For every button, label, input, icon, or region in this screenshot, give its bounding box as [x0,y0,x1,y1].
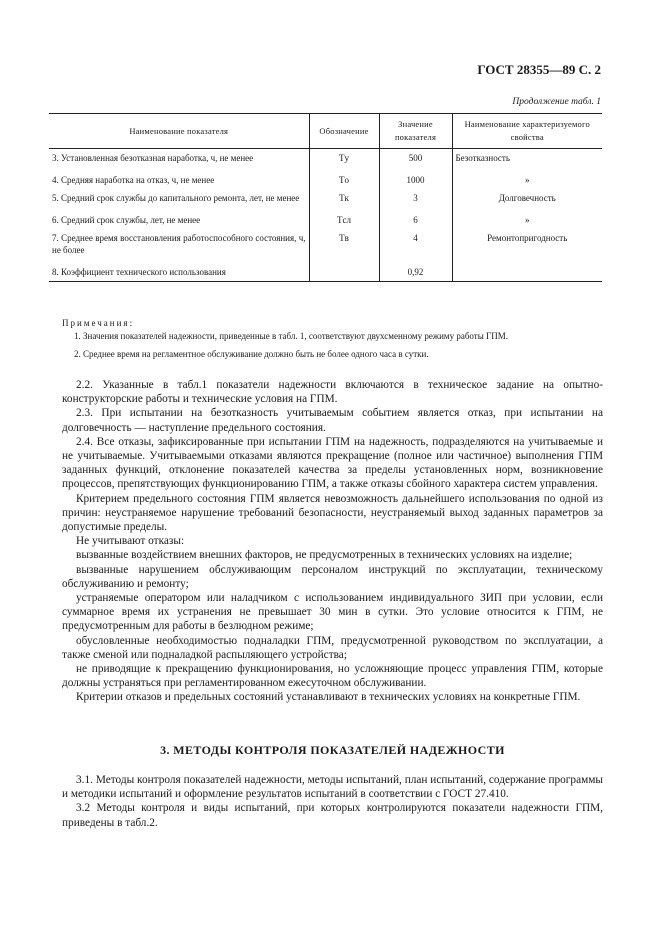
indicator-property: Ремонтопригодность [452,229,602,259]
paragraph: 2.4. Все отказы, зафиксированные при испытании ГПМ на надежность, подразделяются на учитываемые и не учитываемые. Учитываемыми отказами являются прекращение (полное или частичное) выполнения ГПМ заданных функций, отклонение показателей качества за пределы установленных норм, возникновение процессов, препятствующих функционированию ГПМ, а также отказы сбойного характера систем управления. [62,435,603,491]
column-header-property: Наименование характеризуемого свойства [452,114,602,149]
section-2-body [62,378,603,705]
document-reference: ГОСТ 28355—89 С. 2 [477,62,601,77]
paragraph: Не учитывают отказы: [76,535,185,548]
indicator-symbol: Tв [309,229,379,259]
indicator-value: 4 [379,229,452,259]
section-3-heading: 3. МЕТОДЫ КОНТРОЛЯ ПОКАЗАТЕЛЕЙ НАДЕЖНОСТИ [160,743,505,757]
table-notes [62,317,602,360]
indicator-name: 4. Средняя наработка на отказ, ч, не менее [52,175,215,185]
note-item: 2. Среднее время на регламентное обслуживание должно быть не более одного часа в сутки. [74,349,429,359]
table-row [49,149,602,168]
table-row [49,207,602,229]
table-continuation-label: Продолжение табл. 1 [512,97,601,107]
indicator-value: 1000 [379,167,452,189]
table-header-row [49,114,602,149]
indicator-symbol: Tк [309,189,379,207]
paragraph: не приводящие к прекращению функционирования, но усложняющие процесс управления ГПМ, которые должны устраняться при регламентированном ежесуточном обслуживании. [62,663,603,690]
paragraph: вызванные нарушением обслуживающим персоналом инструкций по эксплуатации, техническому обслуживанию и ремонту; [62,563,603,590]
note-item: 1. Значения показателей надежности, приведенные в табл. 1, соответствуют двухсменному режиму работы ГПМ. [74,331,508,341]
indicator-property: » [452,167,602,189]
paragraph: 2.3. При испытании на безотказность учитываемым событием является отказ, при испытании на долговечность — наступление предельного состояния. [62,407,603,434]
paragraph: обусловленные необходимостью подналадки ГПМ, предусмотренной руководством по эксплуатации, а также сменой или подналадкой распыляющего устройства; [62,634,603,661]
paragraph: Критерием предельного состояния ГПМ является невозможность дальнейшего использования по одной из причин: неустраняемое нарушение требований безопасности, неустраняемый выход заданных параметров за допустимые пределы. [62,492,603,534]
paragraph: 3.1. Методы контроля показателей надежности, методы испытаний, план испытаний, содержание программы и методики испытаний и оформление результатов испытаний в соответствии с ГОСТ 27.410. [62,774,603,801]
indicator-name: 5. Средний срок службы до капитального ремонта, лет, не менее [52,193,300,203]
indicator-property: Долговечность [452,189,602,207]
paragraph: 3.2 Методы контроля и виды испытаний, при которых контролируются показатели надежности ГПМ, приведены в табл.2. [62,802,603,829]
table-row [49,189,602,207]
column-header-indicator: Наименование показателя [129,125,229,136]
indicator-value: 3 [379,189,452,207]
indicator-property: Безотказность [452,149,602,168]
indicator-value: 6 [379,207,452,229]
indicator-symbol: Tо [309,167,379,189]
indicator-property: » [452,207,602,229]
paragraph: Критерии отказов и предельных состояний устанавливают в технических условиях на конкретные ГПМ. [76,691,581,704]
column-header-value: Значение показателя [379,114,452,149]
indicator-symbol: Tсл [309,207,379,229]
indicator-symbol: Tу [309,149,379,168]
column-header-symbol: Обозначение [309,114,379,149]
indicator-symbol [309,259,379,282]
paragraph: вызванные воздействием внешних факторов, не предусмотренных в технических условиях на изделие; [76,549,573,562]
indicator-name: 3. Установленная безотказная наработка, ч, не менее [52,153,254,163]
section-3-body [62,773,603,830]
table-row [49,229,602,259]
paragraph: 2.2. Указанные в табл.1 показатели надежности включаются в техническое задание на опытно-конструкторские работы и технические условия на ГПМ. [62,379,603,406]
indicator-name: 8. Коэффициент технического использования [52,267,226,277]
table-row [49,259,602,282]
table-row [49,167,602,189]
indicator-property [452,259,602,282]
paragraph: устраняемые оператором или наладчиком с использованием индивидуального ЗИП при условии, если суммарное время их устранения не превышает 30 мин в сутки. Это условие относится к ГПМ, не предусмотренным для работы в безлюдном режиме; [62,592,603,633]
reliability-indicators-table [49,113,602,282]
indicator-value: 0,92 [379,259,452,282]
indicator-name: 7. Среднее время восстановления работоспособного состояния, ч, не более [52,233,306,255]
notes-title: Примечания: [62,318,135,328]
indicator-name: 6. Средний срок службы, лет, не менее [52,215,201,225]
indicator-value: 500 [379,149,452,168]
